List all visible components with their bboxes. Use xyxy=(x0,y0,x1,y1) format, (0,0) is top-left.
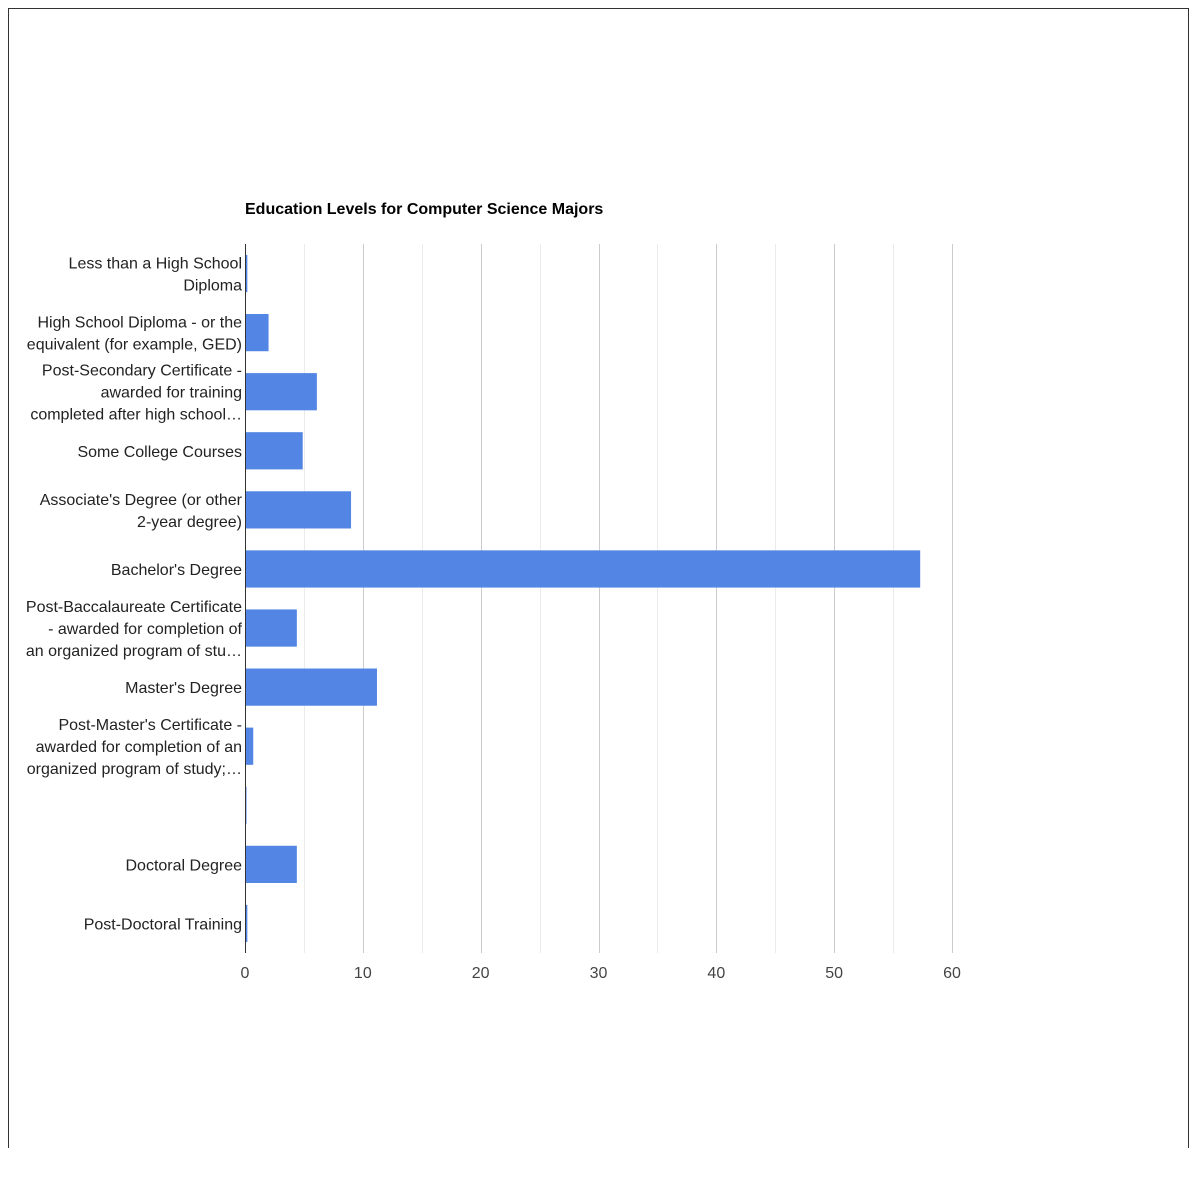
x-tick-label: 50 xyxy=(825,965,844,982)
bar[interactable] xyxy=(245,491,351,528)
category-label: Doctoral Degree xyxy=(125,857,242,875)
category-label: Diploma xyxy=(183,277,242,295)
x-tick-label: 30 xyxy=(589,965,608,982)
bar[interactable] xyxy=(245,846,297,883)
bar[interactable] xyxy=(245,669,377,706)
category-label: 2-year degree) xyxy=(137,513,242,531)
category-label: awarded for training xyxy=(100,384,242,402)
bar[interactable] xyxy=(245,314,269,351)
category-label: equivalent (for example, GED) xyxy=(26,336,242,354)
category-label: Post-Doctoral Training xyxy=(83,916,242,934)
bar[interactable] xyxy=(245,609,297,646)
bar[interactable] xyxy=(245,373,317,410)
category-label: - awarded for completion of xyxy=(48,621,242,639)
bar[interactable] xyxy=(245,550,920,587)
grid-lines xyxy=(305,244,953,953)
category-label: Bachelor's Degree xyxy=(110,561,242,579)
bar[interactable] xyxy=(245,728,253,765)
category-label: Post-Baccalaureate Certificate xyxy=(25,599,242,617)
chart-title: Education Levels for Computer Science Majors xyxy=(245,201,604,218)
category-label: Less than a High School xyxy=(68,255,242,273)
x-tick-label: 20 xyxy=(471,965,490,982)
bar[interactable] xyxy=(245,432,303,469)
category-label: Post-Secondary Certificate - xyxy=(41,362,242,380)
bars xyxy=(245,255,920,942)
category-label: completed after high school… xyxy=(30,406,242,424)
category-label: an organized program of stu… xyxy=(25,643,242,661)
category-label: Post-Master's Certificate - xyxy=(58,717,242,735)
x-axis-ticks xyxy=(241,965,961,982)
category-label: organized program of study;… xyxy=(26,761,242,779)
category-label: awarded for completion of an xyxy=(35,739,242,757)
x-tick-label: 60 xyxy=(943,965,961,982)
x-tick-label: 10 xyxy=(353,965,372,982)
category-labels xyxy=(26,256,243,934)
x-tick-label: 40 xyxy=(707,965,726,982)
category-label: Master's Degree xyxy=(125,680,242,698)
x-tick-label: 0 xyxy=(240,965,250,982)
category-label: Some College Courses xyxy=(77,443,242,461)
category-label: Associate's Degree (or other xyxy=(39,491,242,509)
category-label: High School Diploma - or the xyxy=(37,314,242,332)
